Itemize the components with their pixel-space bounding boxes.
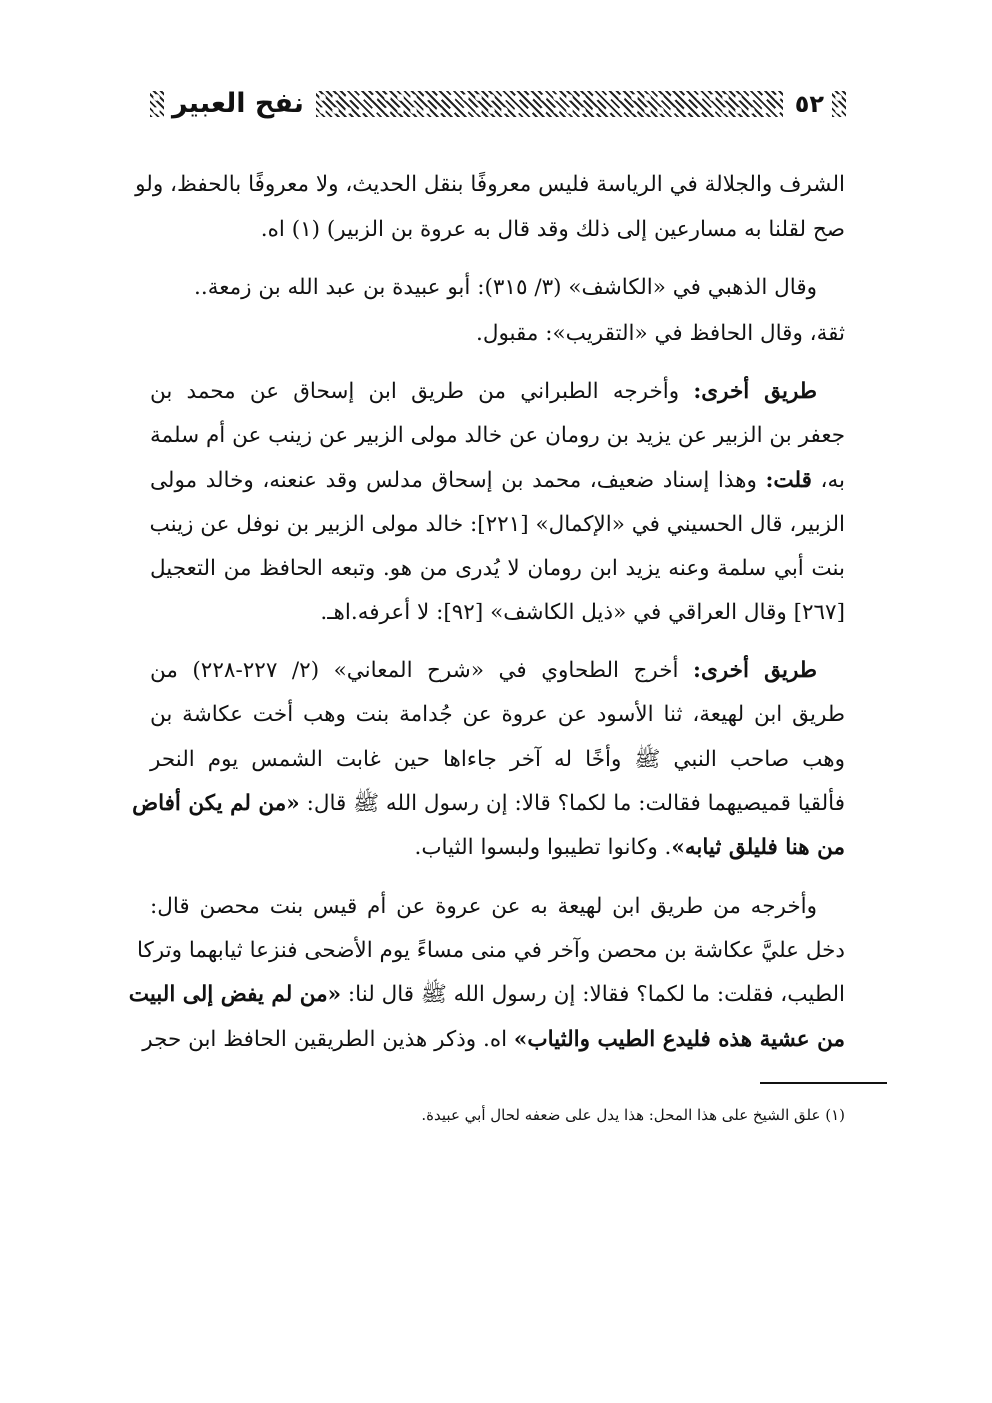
- ornament-band: [316, 91, 783, 117]
- text-line: [135, 170, 845, 200]
- text-segment: دخل عليَّ عكاشة بن محصن وآخر في منى مساءً يوم الأضحى فنزعا ثيابهما وتركا: [136, 938, 845, 963]
- text-line: [150, 700, 845, 730]
- text-line: [128, 980, 845, 1010]
- footnote-divider: [760, 1082, 887, 1084]
- text-segment: جعفر بن الزبير عن يزيد بن رومان عن خالد مولى الزبير عن زينب عن أم سلمة: [150, 423, 845, 448]
- text-segment: وقال الذهبي في «الكاشف» (٣/ ٣١٥): أبو عبيدة بن عبد الله بن زمعة..: [194, 275, 817, 300]
- text-segment: به،: [811, 468, 845, 493]
- bold-text: قلت:: [765, 468, 812, 493]
- text-line: [150, 598, 845, 628]
- text-line: [150, 215, 845, 245]
- text-segment: وهب صاحب النبي ﷺ وأخًا له آخر جاءاها حين غابت الشمس يوم النحر: [150, 747, 845, 772]
- text-line: [150, 554, 845, 584]
- footnote: (١) علق الشيخ على هذا المحل: هذا يدل على ضعفه لحال أبي عبيدة.: [421, 1106, 845, 1124]
- text-line: [150, 421, 845, 451]
- text-line: [150, 745, 845, 775]
- text-line: [150, 273, 845, 303]
- text-line: [150, 510, 845, 540]
- text-segment: الزبير، قال الحسيني في «الإكمال» [٢٢١]: خالد مولى الزبير بن نوفل عن زينب: [149, 512, 845, 537]
- text-line: [150, 319, 845, 349]
- book-title: نفح العبير: [172, 88, 304, 119]
- page-number: ٥٢: [794, 90, 824, 118]
- text-segment: اه. وذكر هذين الطريقين الحافظ ابن حجر: [142, 1027, 514, 1052]
- bold-text: طريق أخرى:: [693, 658, 817, 683]
- text-segment: الطيب، فقلت: ما لكما؟ فقالا: إن رسول الله ﷺ قال لنا:: [341, 982, 845, 1007]
- text-segment: الشرف والجلالة في الرياسة فليس معروفًا بنقل الحديث، ولا معروفًا بالحفظ، ولو: [135, 172, 845, 197]
- bold-text: «من لم يفض إلى البيت: [128, 982, 342, 1007]
- text-line: [136, 936, 845, 966]
- text-line: [150, 656, 845, 686]
- text-segment: ثقة، وقال الحافظ في «التقريب»: مقبول.: [475, 321, 845, 346]
- text-segment: وأخرجه من طريق ابن لهيعة به عن عروة عن أم قيس بنت محصن قال:: [150, 894, 817, 919]
- page-header: [150, 86, 846, 122]
- text-segment: وهذا إسناد ضعيف، محمد بن إسحاق مدلس وقد عنعنه، وخالد مولى: [150, 468, 766, 493]
- ornament-icon: [832, 91, 846, 117]
- text-segment: [٢٦٧] وقال العراقي في «ذيل الكاشف» [٩٢]: لا أعرفه.اهـ.: [320, 600, 845, 625]
- text-line: [150, 377, 845, 407]
- text-line: [150, 892, 845, 922]
- bold-text: من هنا فليلق ثيابه»: [671, 835, 845, 860]
- text-segment: فألقيا قميصيهما فقالت: ما لكما؟ قالا: إن رسول الله ﷺ قال:: [299, 791, 845, 816]
- text-line: [150, 833, 845, 863]
- bold-text: من عشية هذه فليدع الطيب والثياب»: [513, 1027, 845, 1052]
- text-line: [150, 466, 845, 496]
- text-segment: بنت أبي سلمة وعنه يزيد ابن رومان لا يُدرى من هو. وتبعه الحافظ من التعجيل: [150, 556, 845, 581]
- bold-text: «من لم يكن أفاض: [132, 791, 300, 816]
- text-segment: . وكانوا تطيبوا ولبسوا الثياب.: [414, 835, 672, 860]
- bold-text: طريق أخرى:: [693, 379, 817, 404]
- text-line: [132, 789, 845, 819]
- ornament-icon: [150, 91, 164, 117]
- text-segment: صح لقلنا به مسارعين إلى ذلك وقد قال به عروة بن الزبير) (١) اه.: [260, 217, 845, 242]
- text-line: [142, 1025, 845, 1055]
- text-segment: أخرج الطحاوي في «شرح المعاني» (٢/ ٢٢٧-٢٢٨) من: [150, 658, 694, 683]
- text-segment: وأخرجه الطبراني من طريق ابن إسحاق عن محمد بن: [150, 379, 694, 404]
- text-segment: طريق ابن لهيعة، ثنا الأسود عن عروة عن جُدامة بنت وهب أخت عكاشة بن: [150, 702, 845, 727]
